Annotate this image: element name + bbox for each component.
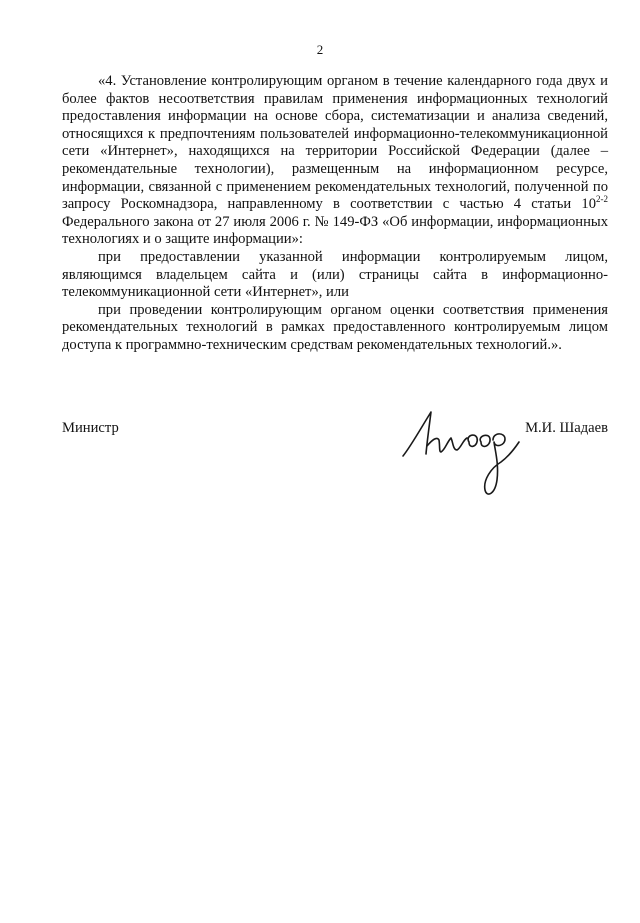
paragraph-condition-two: при проведении контролирующим органом оценки соответствия применения рекомендательных технологий в рамках предоставленного контролируемым лицом доступа к программно-техническим средствам рекомендательных технологий.».: [62, 301, 608, 353]
paragraph-condition-one: при предоставлении указанной информации контролируемым лицом, являющимся владельцем сайта и (или) страницы сайта в информационно-телекоммуникационной сети «Интернет», или: [62, 248, 608, 301]
signatory-name: М.И. Шадаев: [525, 420, 608, 436]
position-title: Министр: [62, 420, 119, 436]
signature-block: [62, 420, 608, 520]
document-body: [62, 73, 608, 355]
page-number: 2: [316, 42, 324, 57]
paragraph-main-clause-continuation: Федерального закона от 27 июля 2006 г. № 149-ФЗ «Об информации, информационных технологиях и о защите информации»:: [62, 213, 608, 248]
paragraph-main-clause: [62, 73, 608, 249]
paragraph-main-clause-text: «4. Установление контролирующим органом в течение календарного года двух и более фактов несоответствия правилам применения информационных технологий предоставления информации на основе сбора, систематизации и анализа сведений, относящихся к предпочтениям пользователей информационно-телекоммуникационной сети «Интернет», находящихся на территории Российской Федерации (далее – рекомендательные технологии), размещенным на информационном ресурсе, информации, связанной с применением рекомендательных технологий, полученной по запросу Роскомнадзора, направленному в соответствии с частью 4 статьи 10: [62, 73, 608, 213]
article-superscript: 2-2: [596, 194, 608, 205]
